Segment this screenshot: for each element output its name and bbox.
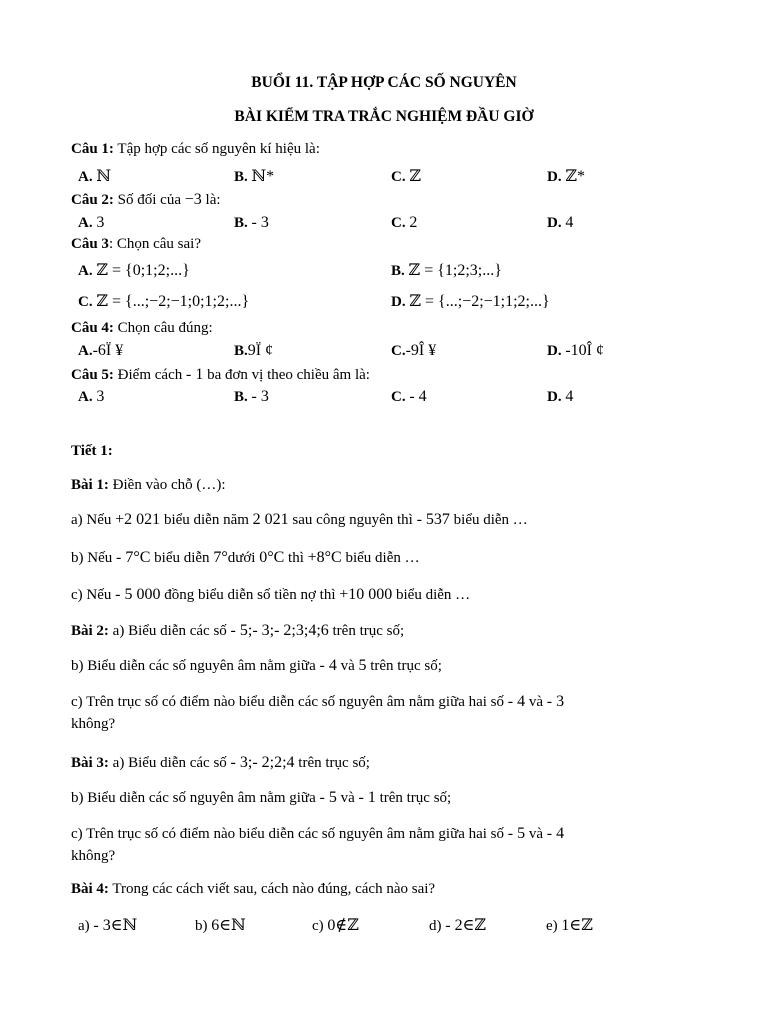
question-text: Tập hợp các số nguyên kí hiệu là: — [117, 141, 320, 157]
question-label: Câu 5: — [71, 367, 114, 383]
option-d: D. 4 — [547, 214, 574, 231]
question-5: Câu 5: Điểm cách - 1 ba đơn vị theo chiều âm là: — [71, 366, 370, 383]
statement-c: c) 0∉ℤ — [312, 917, 359, 934]
exercise-3b: b) Biểu diễn các số nguyên âm nằm giữa - 5 và - 1 trên trục số; — [71, 789, 452, 806]
question-label: Câu 2: — [71, 192, 114, 208]
exercise-2c: c) Trên trục số có điểm nào biểu diễn các số nguyên âm nằm giữa hai số - 4 và - 3 — [71, 693, 565, 710]
question-label: Câu 3 — [71, 236, 109, 252]
option-a: A. ℤ = {0;1;2;...} — [78, 262, 190, 279]
option-d: D. 4 — [547, 388, 574, 405]
exercise-1b: b) Nếu - 7°C biểu diễn 7°dưới 0°C thì +8°C biểu diễn … — [71, 549, 420, 566]
statement-a: a) - 3∈ℕ — [78, 917, 138, 934]
exercise-1-heading: Bài 1: Điền vào chỗ (…): — [71, 477, 226, 493]
exercise-1a: a) Nếu +2 021 biểu diễn năm 2 021 sau công nguyên thì - 537 biểu diễn … — [71, 511, 528, 528]
statement-d: d) - 2∈ℤ — [429, 917, 487, 934]
option-d: D. ℤ* — [547, 168, 586, 185]
option-a: A. 3 — [78, 388, 105, 405]
exercise-2c-end: không? — [71, 716, 116, 732]
option-d: D. -10Î ¢ — [547, 342, 604, 359]
option-c: C. - 4 — [391, 388, 427, 405]
option-a: A.-6Ï ¥ — [78, 342, 124, 359]
question-label: Câu 4: — [71, 320, 114, 336]
option-d: D. ℤ = {...;−2;−1;1;2;...} — [391, 293, 550, 310]
option-c: C. ℤ — [391, 168, 422, 185]
option-b: B. - 3 — [234, 214, 269, 231]
exercise-4: Bài 4: Trong các cách viết sau, cách nào đúng, cách nào sai? — [71, 881, 436, 897]
option-c: C. 2 — [391, 214, 418, 231]
statement-e: e) 1∈ℤ — [546, 917, 593, 934]
question-label: Câu 1: — [71, 141, 114, 157]
quiz-title: BÀI KIỂM TRA TRẮC NGHIỆM ĐẦU GIỜ — [234, 108, 534, 125]
option-b: B. ℕ* — [234, 168, 275, 185]
option-a: A. ℕ — [78, 168, 111, 185]
statement-b: b) 6∈ℕ — [195, 917, 246, 934]
section-heading: Tiết 1: — [71, 443, 113, 459]
exercise-1c: c) Nếu - 5 000 đồng biểu diễn số tiền nợ thì +10 000 biểu diễn … — [71, 586, 471, 603]
question-1 — [71, 141, 320, 158]
option-c: C.-9Î ¥ — [391, 342, 437, 359]
exercise-3c-end: không? — [71, 848, 116, 864]
lesson-title: BUỔI 11. TẬP HỢP CÁC SỐ NGUYÊN — [251, 74, 517, 91]
exercise-2b: b) Biểu diễn các số nguyên âm nằm giữa - 4 và 5 trên trục số; — [71, 657, 442, 674]
question-4: Câu 4: Chọn câu đúng: — [71, 320, 213, 336]
option-a: A. 3 — [78, 214, 105, 231]
option-b: B.9Ï ¢ — [234, 342, 274, 359]
option-c: C. ℤ = {...;−2;−1;0;1;2;...} — [78, 293, 250, 310]
option-b: B. - 3 — [234, 388, 269, 405]
exercise-3c: c) Trên trục số có điểm nào biểu diễn các số nguyên âm nằm giữa hai số - 5 và - 4 — [71, 825, 565, 842]
option-b: B. ℤ = {1;2;3;...} — [391, 262, 502, 279]
exercise-2a: Bài 2: a) Biểu diễn các số - 5;- 3;- 2;3;4;6 trên trục số; — [71, 622, 405, 639]
question-3: Câu 3: Chọn câu sai? — [71, 236, 201, 252]
question-2: Câu 2: Số đối của −3 là: — [71, 191, 221, 208]
exercise-3a: Bài 3: a) Biểu diễn các số - 3;- 2;2;4 trên trục số; — [71, 754, 370, 771]
